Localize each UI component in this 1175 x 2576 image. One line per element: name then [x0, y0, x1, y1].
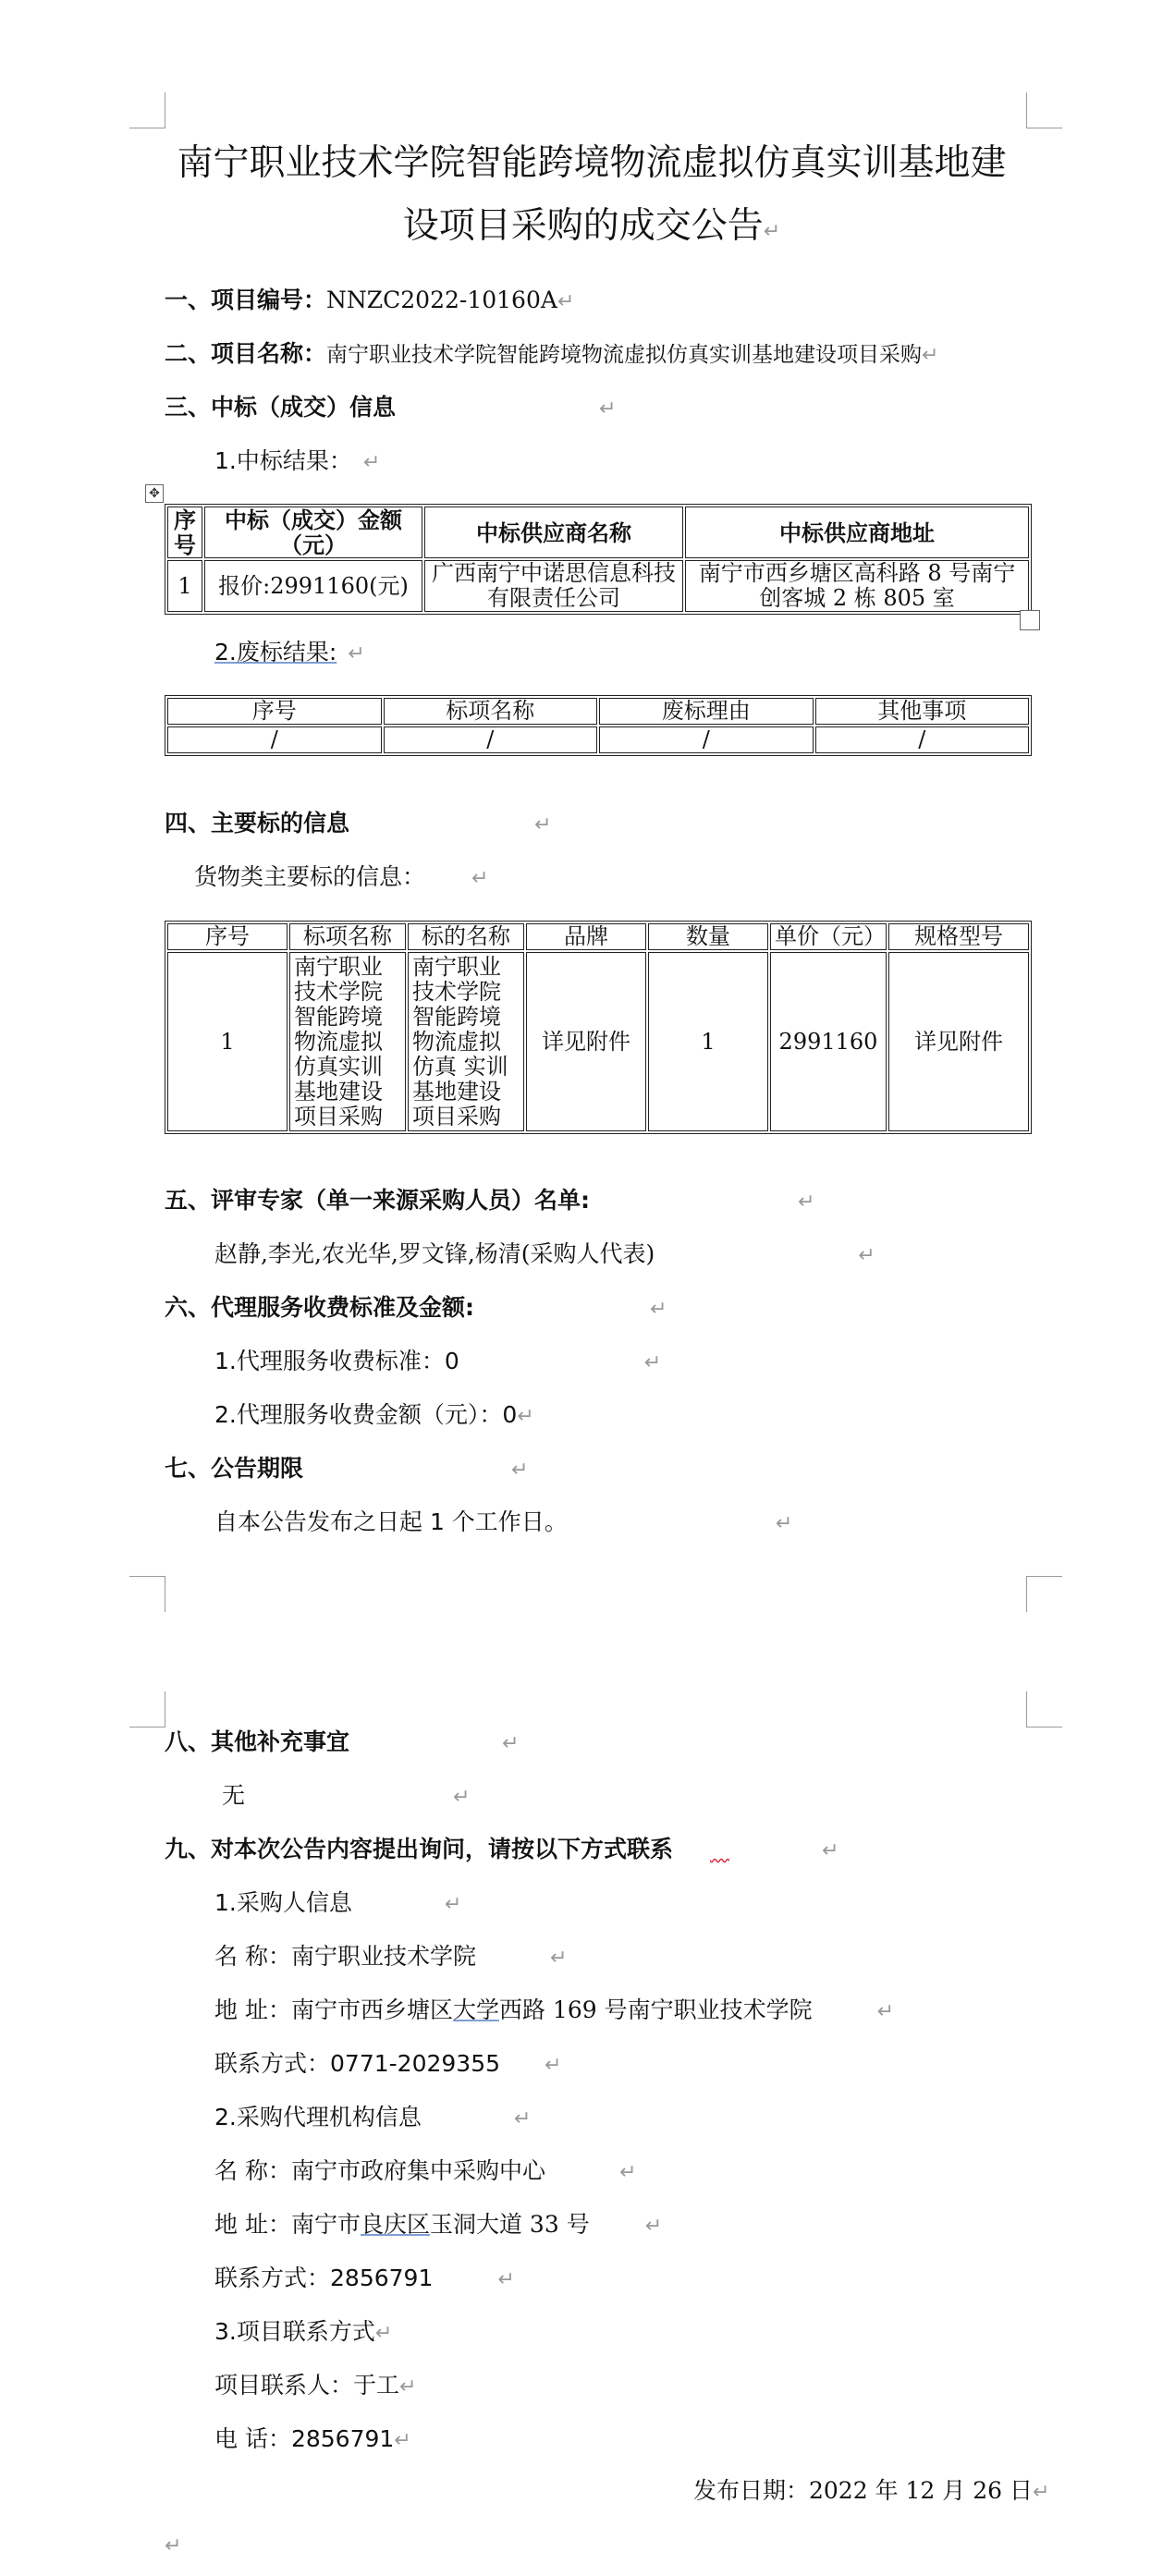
section-contact: 九、对本次公告内容提出询问，请按以下方式联系 ↵ — [165, 1836, 839, 1862]
table-cell: / — [599, 726, 814, 753]
award-result-heading: 1.中标结果： ↵ — [214, 447, 381, 474]
table-cell: 南宁职业技术学院智能跨境物流虚拟仿真实训基地建设项目采购 — [289, 952, 406, 1131]
table-header: 规格型号 — [888, 923, 1029, 950]
table-row — [167, 952, 1029, 1131]
agency-contact: 联系方式：2856791 ↵ — [214, 2265, 515, 2291]
table-cell: 详见附件 — [526, 952, 646, 1131]
project-name: 二、项目名称：南宁职业技术学院智能跨境物流虚拟仿真实训基地建设项目采购↵ — [165, 340, 939, 367]
goods-table — [165, 921, 1032, 1134]
buyer-name: 名 称：南宁职业技术学院 ↵ — [214, 1943, 568, 1970]
table-header: 中标供应商地址 — [685, 507, 1029, 558]
table-header: 单价（元） — [770, 923, 887, 950]
crop-mark — [129, 1576, 165, 1612]
table-resize-handle[interactable] — [1020, 610, 1040, 630]
project-contact-phone: 电 话：2856791↵ — [214, 2425, 411, 2452]
project-number: 一、项目编号：NNZC2022-10160A↵ — [165, 287, 575, 313]
table-header: 序号 — [167, 698, 382, 725]
table-cell: 广西南宁中诺思信息科技有限责任公司 — [424, 560, 683, 612]
table-move-icon[interactable]: ✥ — [145, 484, 164, 503]
table-cell: 1 — [167, 952, 288, 1131]
table-cell: 2991160 — [770, 952, 887, 1131]
page-title: 南宁职业技术学院智能跨境物流虚拟仿真实训基地建 设项目采购的成交公告↵ — [177, 142, 1007, 247]
section-award-info: 三、中标（成交）信息 ↵ — [165, 394, 617, 421]
page-gap — [0, 1613, 1175, 1691]
table-row — [167, 560, 1029, 612]
table-header: 其他事项 — [815, 698, 1030, 725]
table-header: 序号 — [167, 507, 202, 558]
buyer-heading: 1.采购人信息 ↵ — [214, 1889, 462, 1916]
goods-subheading: 货物类主要标的信息： ↵ — [194, 863, 489, 890]
agency-fee-standard: 1.代理服务收费标准：0 ↵ — [214, 1348, 662, 1374]
award-table — [165, 504, 1032, 615]
table-header: 废标理由 — [599, 698, 814, 725]
table-header: 数量 — [648, 923, 768, 950]
table-cell: / — [815, 726, 1030, 753]
table-cell: 南宁市西乡塘区高科路 8 号南宁创客城 2 栋 805 室 — [685, 560, 1029, 612]
agency-address: 地 址：南宁市良庆区玉洞大道 33 号 ↵ — [214, 2211, 663, 2238]
agency-name: 名 称：南宁市政府集中采购中心 ↵ — [214, 2157, 637, 2184]
table-header: 中标（成交）金额（元） — [204, 507, 422, 558]
table-cell: 南宁职业技术学院智能跨境物流虚拟仿真 实训基地建设项目采购 — [408, 952, 524, 1131]
buyer-address: 地 址：南宁市西乡塘区大学西路 169 号南宁职业技术学院 ↵ — [214, 1996, 895, 2023]
table-row — [167, 726, 1029, 753]
failed-bid-heading: 2.废标结果: ↵ — [214, 639, 365, 665]
table-cell: / — [384, 726, 598, 753]
publish-date: 发布日期：2022 年 12 月 26 日↵ — [693, 2477, 1050, 2504]
table-cell: 报价:2991160(元) — [204, 560, 422, 612]
project-contact-heading: 3.项目联系方式↵ — [214, 2318, 393, 2345]
crop-mark — [1026, 1576, 1062, 1612]
section-main-items: 四、主要标的信息 ↵ — [165, 810, 552, 836]
table-header: 序号 — [167, 923, 288, 950]
experts-list: 赵静,李光,农光华,罗文锋,杨清(采购人代表) ↵ — [214, 1240, 875, 1267]
crop-mark — [129, 92, 165, 128]
notice-period-value: 自本公告发布之日起 1 个工作日。 ↵ — [214, 1508, 793, 1535]
table-header-row — [167, 698, 1029, 725]
section-agency-fee: 六、代理服务收费标准及金额: ↵ — [165, 1294, 667, 1321]
table-header-row — [167, 507, 1029, 558]
agency-heading: 2.采购代理机构信息 ↵ — [214, 2104, 532, 2130]
section-other-matters: 八、其他补充事宜 ↵ — [165, 1728, 520, 1755]
section-experts: 五、评审专家（单一来源采购人员）名单: ↵ — [165, 1187, 815, 1214]
project-contact-person: 项目联系人：于工↵ — [214, 2372, 417, 2399]
section-notice-period: 七、公告期限 ↵ — [165, 1455, 529, 1482]
table-header: 中标供应商名称 — [424, 507, 683, 558]
buyer-contact: 联系方式：0771-2029355 ↵ — [214, 2050, 562, 2077]
table-header: 标的名称 — [408, 923, 524, 950]
table-header: 标项名称 — [289, 923, 406, 950]
table-cell: / — [167, 726, 382, 753]
agency-fee-amount: 2.代理服务收费金额（元）：0↵ — [214, 1401, 534, 1428]
table-cell: 1 — [648, 952, 768, 1131]
paragraph-mark: ↵ — [165, 2534, 182, 2558]
table-cell: 1 — [167, 560, 202, 612]
table-header-row — [167, 923, 1029, 950]
crop-mark — [1026, 92, 1062, 128]
failed-bid-table — [165, 695, 1032, 756]
page-2 — [0, 1691, 1175, 2576]
table-header: 品牌 — [526, 923, 646, 950]
table-header: 标项名称 — [384, 698, 598, 725]
crop-mark — [1026, 1691, 1062, 1728]
crop-mark — [129, 1691, 165, 1728]
table-cell: 详见附件 — [888, 952, 1029, 1131]
other-matters-value: 无 ↵ — [222, 1782, 471, 1809]
